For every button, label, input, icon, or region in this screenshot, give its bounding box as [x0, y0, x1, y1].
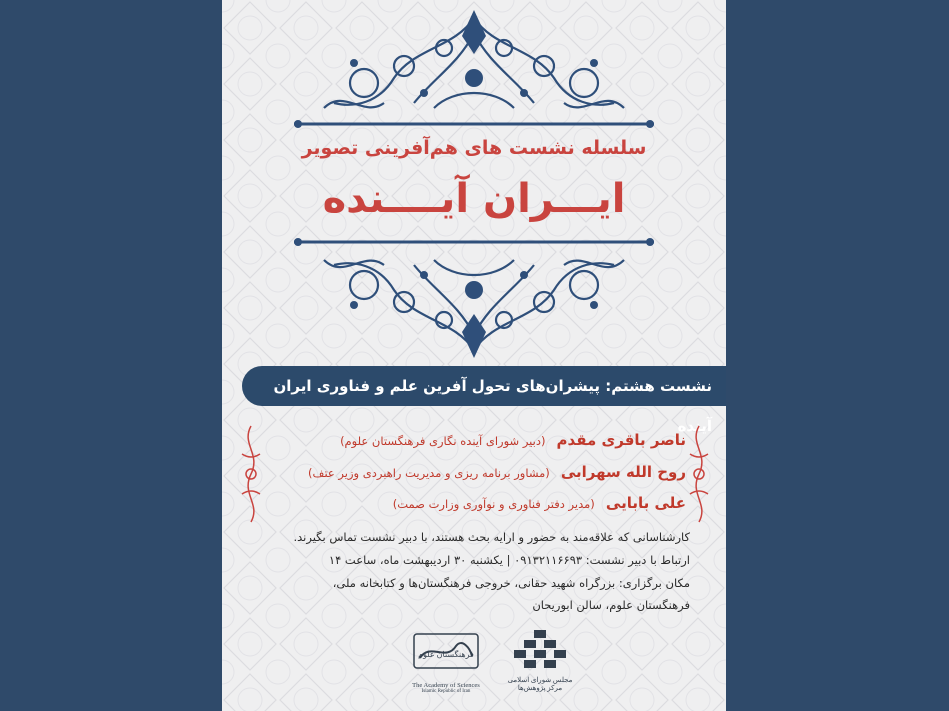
info-line: مکان برگزاری: بزرگراه شهید حقانی، خروجی فرهنگستان‌ها و کتابخانه ملی، [332, 576, 690, 590]
bottom-ornament [294, 232, 654, 360]
speaker-name: روح الله سهرابی [560, 463, 686, 481]
session-banner: نشست هشتم: پیشران‌های تحول آفرین علم و فناوری ایران آینده [242, 366, 726, 406]
speaker-row [308, 462, 686, 481]
speaker-role: (مشاور برنامه ریزی و مدیریت راهبردی وزیر عتف) [308, 466, 550, 480]
speaker-row [393, 493, 686, 512]
majlis-emblem-icon [500, 628, 580, 672]
page-title: ایـــران آیــــنده [322, 176, 626, 222]
academy-fa-label: فرهنگستان علوم [418, 650, 474, 659]
info-line: ارتباط با دبیر نشست: ۰۹۱۳۲۱۱۶۶۹۳ | یکشنبه ۳۰ اردیبهشت ماه، ساعت ۱۴ [328, 553, 690, 567]
speaker-role: (دبیر شورای آینده نگاری فرهنگستان علوم) [340, 434, 546, 448]
academy-logo [406, 628, 486, 708]
majlis-sublabel: مرکز پژوهش‌ها [517, 684, 563, 692]
academy-en-label: The Academy of Sciences [412, 682, 480, 689]
majlis-label: مجلس شورای اسلامی [507, 676, 573, 684]
info-line: فرهنگستان علوم، سالن ابوریحان [532, 598, 690, 612]
academy-en-sublabel: Islamic Republic of Iran [421, 689, 471, 694]
speaker-name: علی بابایی [605, 494, 686, 512]
left-side-ornament [236, 424, 266, 524]
right-side-ornament [684, 424, 714, 524]
speaker-name: ناصر باقری مقدم [556, 431, 686, 449]
series-subtitle: سلسله نشست های هم‌آفرینی تصویر [301, 137, 647, 159]
majlis-logo [500, 628, 580, 708]
info-line: کارشناسانی که علاقه‌مند به حضور و ارایه بحث هستند، با دبیر نشست تماس بگیرند. [293, 530, 690, 544]
speaker-row [340, 430, 686, 449]
speaker-role: (مدیر دفتر فناوری و نوآوری وزارت صمت) [392, 497, 595, 511]
top-ornament [294, 8, 654, 136]
poster [222, 0, 726, 711]
